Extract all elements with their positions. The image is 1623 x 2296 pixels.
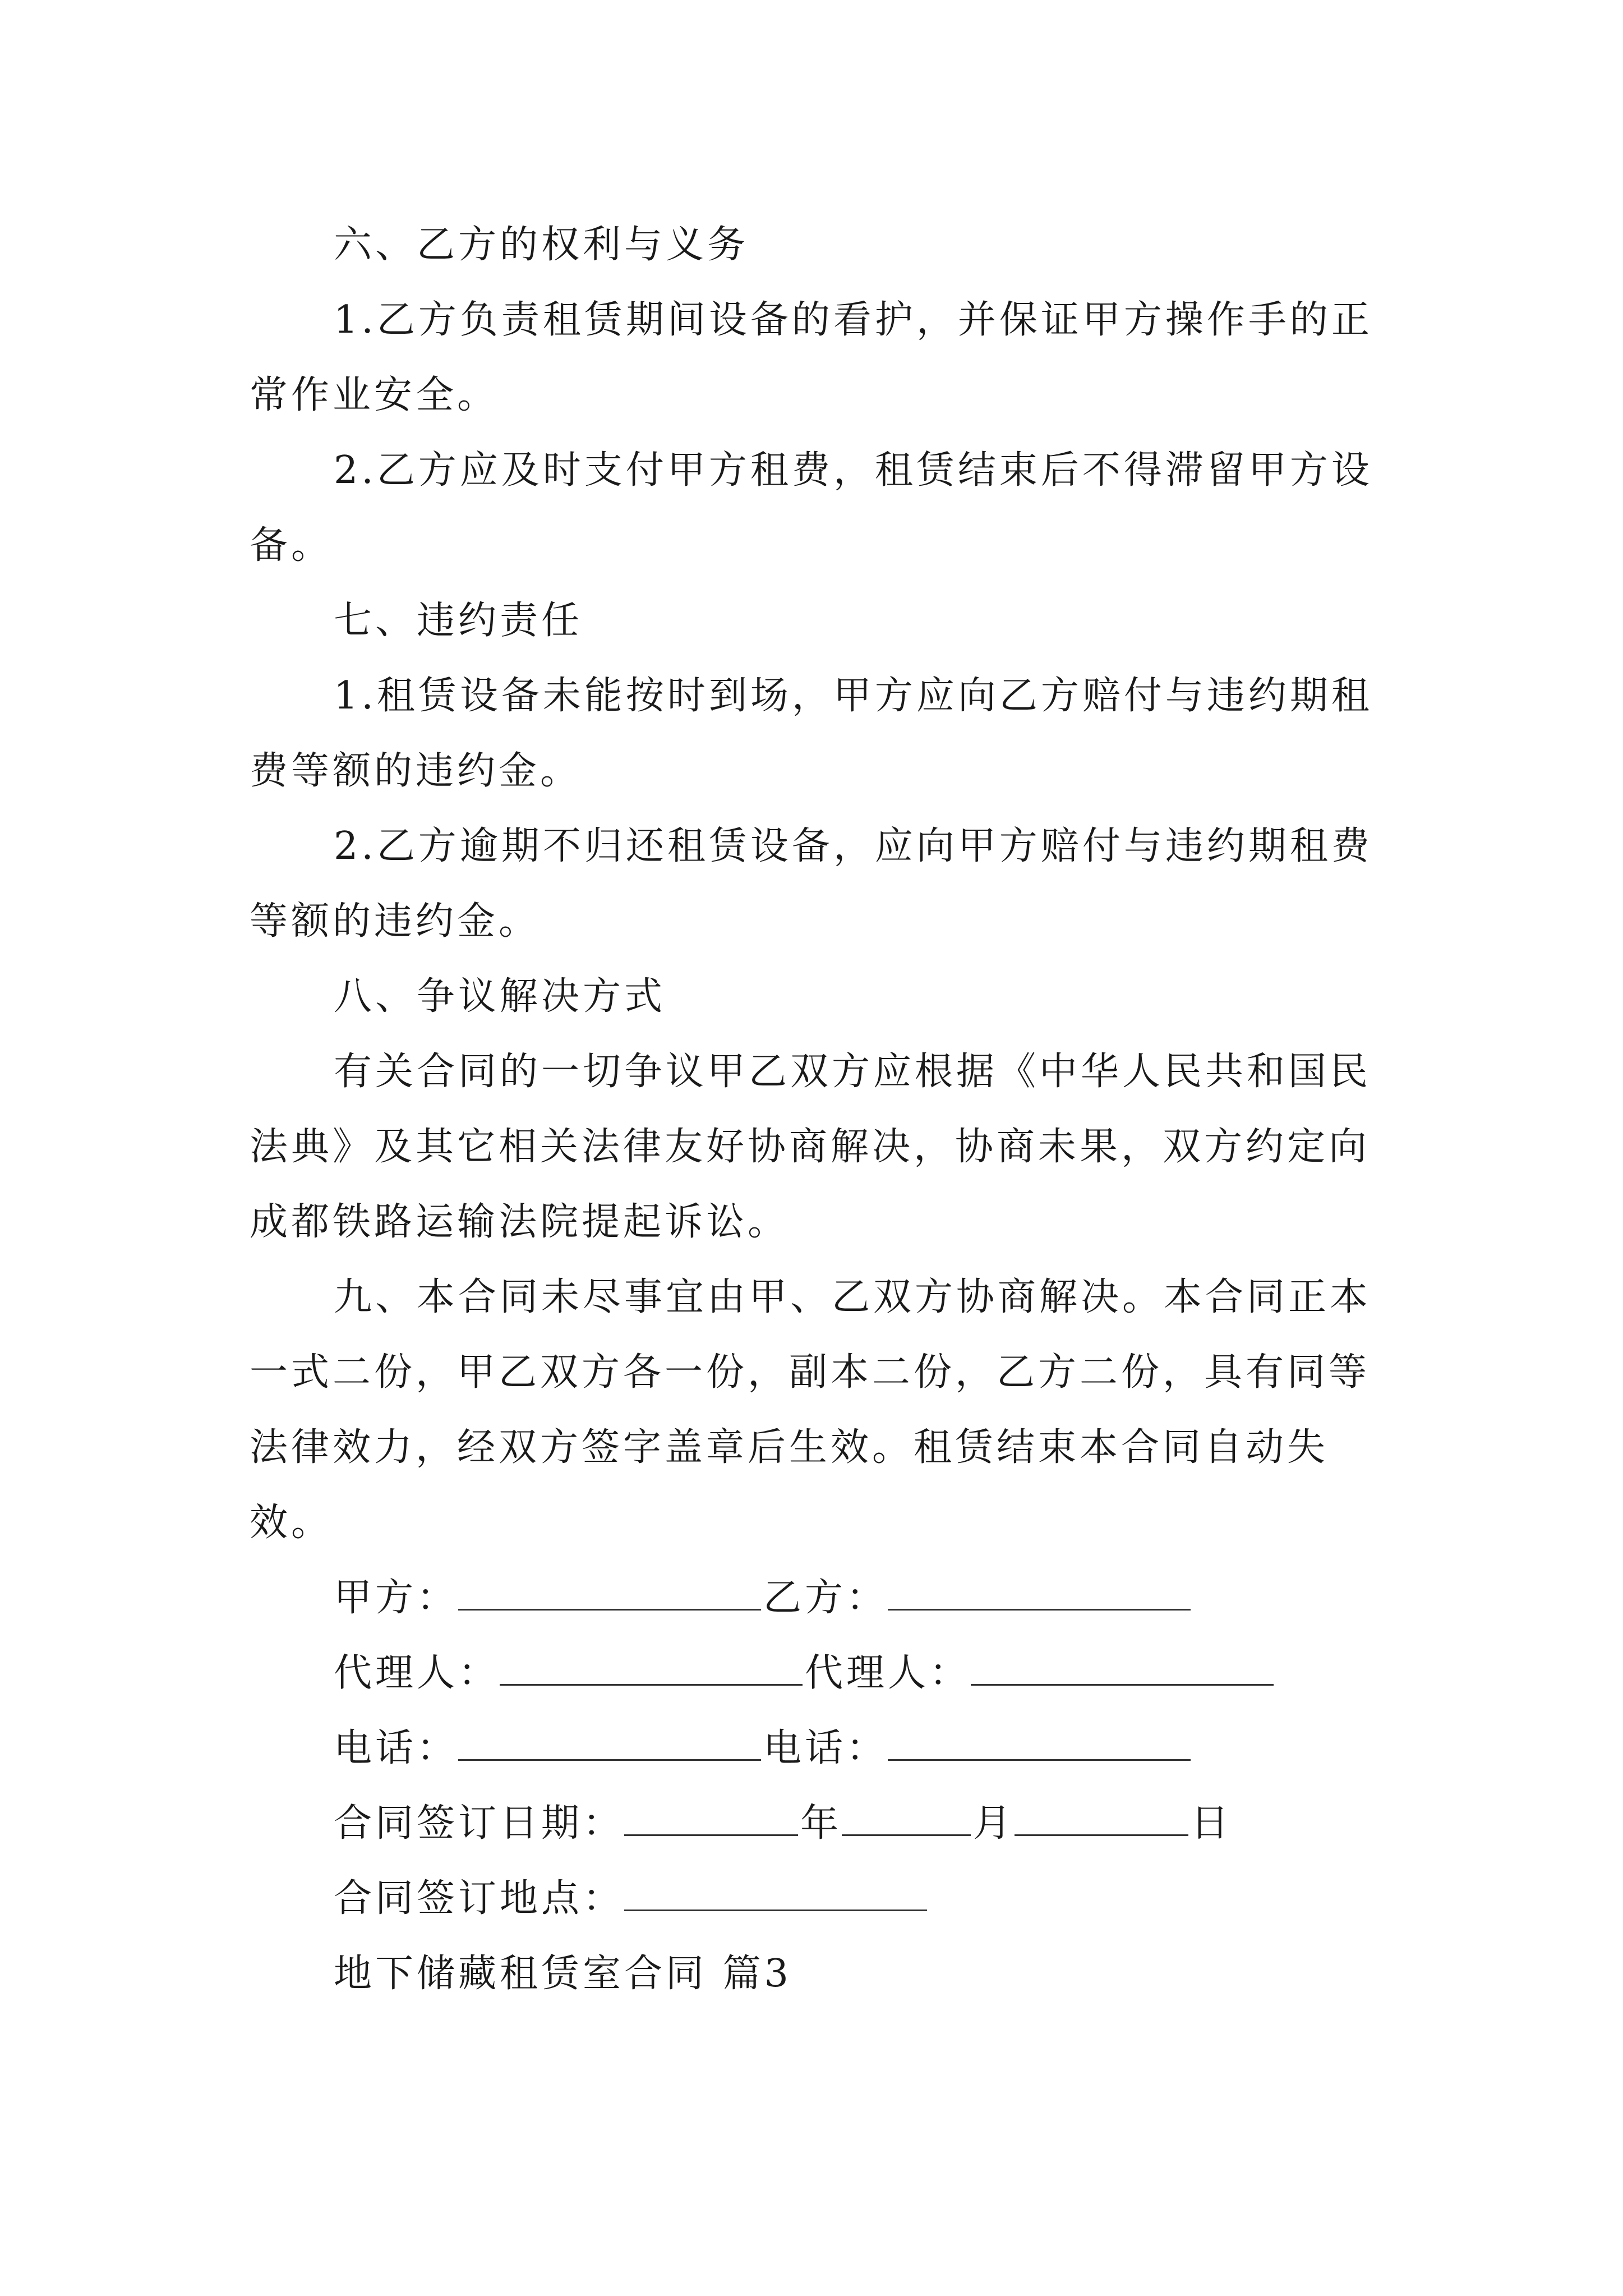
signature-party-row: [250, 1561, 1388, 1636]
sign-date-label: 合同签订日期：: [334, 1801, 625, 1846]
signature-place-row: [250, 1861, 1388, 1936]
section-7-item-1: 1.租赁设备未能按时到场，甲方应向乙方赔付与违约期租费等额的违约金。: [250, 674, 1373, 793]
signature-date-row: [250, 1786, 1388, 1861]
section-7-heading: 七、违约责任: [334, 599, 583, 643]
day-label: 日: [1191, 1801, 1233, 1846]
month-blank[interactable]: [842, 1801, 971, 1836]
year-label: 年: [800, 1801, 842, 1846]
section-8-body: 有关合同的一切争议甲乙双方应根据《中华人民共和国民法典》及其它相关法律友好协商解决，协商未果，双方约定向成都铁路运输法院提起诉讼。: [250, 1050, 1372, 1244]
phone-b-blank[interactable]: [888, 1726, 1191, 1761]
sign-place-label: 合同签订地点：: [334, 1876, 625, 1921]
party-a-blank[interactable]: [458, 1575, 761, 1611]
party-b-label: 乙方：: [763, 1576, 888, 1620]
section-6-heading: 六、乙方的权利与义务: [334, 223, 749, 267]
agent-b-label: 代理人：: [805, 1651, 971, 1695]
signature-phone-row: [250, 1711, 1388, 1786]
agent-a-blank[interactable]: [500, 1650, 803, 1686]
next-contract-title: 地下储藏租赁室合同 篇3: [334, 1952, 792, 1996]
document-content: [250, 208, 1388, 2012]
section-6-item-1: 1.乙方负责租赁期间设备的看护，并保证甲方操作手的正常作业安全。: [250, 298, 1373, 417]
section-8-heading: 八、争议解决方式: [334, 974, 666, 1019]
party-a-label: 甲方：: [334, 1576, 459, 1620]
phone-b-label: 电话：: [763, 1726, 888, 1770]
phone-a-blank[interactable]: [458, 1726, 761, 1761]
sign-place-blank[interactable]: [624, 1876, 927, 1911]
day-blank[interactable]: [1015, 1801, 1188, 1836]
section-7-item-2: 2.乙方逾期不归还租赁设备，应向甲方赔付与违约期租费等额的违约金。: [250, 824, 1373, 944]
party-b-blank[interactable]: [888, 1575, 1191, 1611]
agent-a-label: 代理人：: [334, 1651, 500, 1695]
section-9-body: 九、本合同未尽事宜由甲、乙双方协商解决。本合同正本一式二份，甲乙双方各一份，副本二份，乙方二份，具有同等法律效力，经双方签字盖章后生效。租赁结束本合同自动失效。: [250, 1275, 1372, 1545]
phone-a-label: 电话：: [334, 1726, 459, 1770]
section-6-item-2: 2.乙方应及时支付甲方租费，租赁结束后不得滞留甲方设备。: [250, 448, 1373, 568]
agent-b-blank[interactable]: [971, 1650, 1274, 1686]
month-label: 月: [973, 1801, 1015, 1846]
signature-agent-row: [250, 1636, 1388, 1711]
year-blank[interactable]: [624, 1801, 798, 1836]
